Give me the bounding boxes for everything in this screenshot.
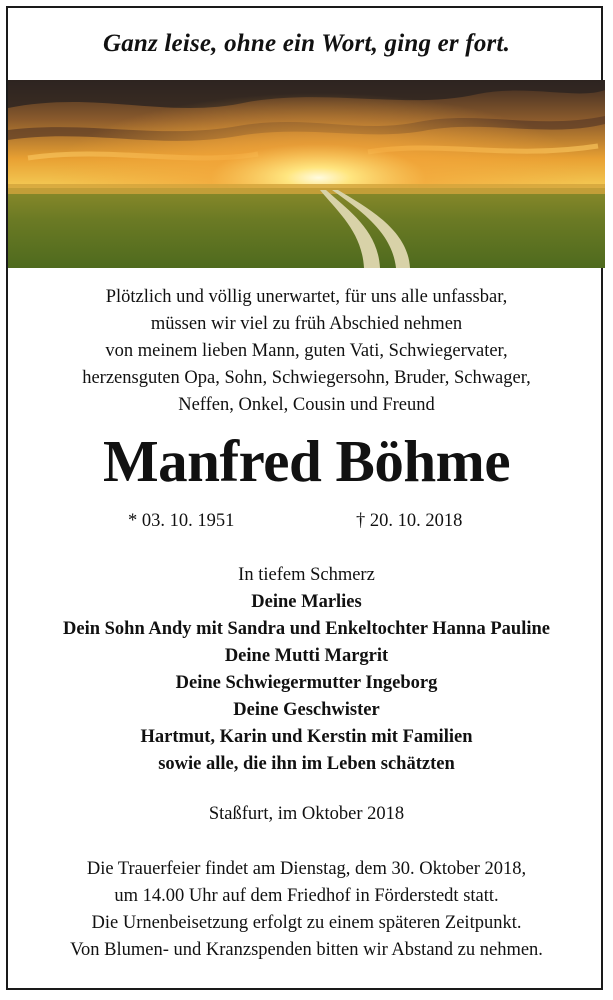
intro-line: von meinem lieben Mann, guten Vati, Schwiegervater, <box>105 341 508 361</box>
mourner-line: Deine Marlies <box>251 592 362 612</box>
mourner-line: Deine Geschwister <box>233 700 380 720</box>
mourner-line: Dein Sohn Andy mit Sandra und Enkeltochter Hanna Pauline <box>63 619 550 639</box>
sunset-field-path-icon <box>8 80 605 268</box>
intro-line: Neffen, Onkel, Cousin und Freund <box>178 395 435 415</box>
mourners-list <box>0 562 613 778</box>
intro-text <box>0 284 613 419</box>
details-line: Die Urnenbeisetzung erfolgt zu einem späteren Zeitpunkt. <box>91 913 522 933</box>
details-line: Die Trauerfeier findet am Dienstag, dem 30. Oktober 2018, <box>86 859 527 879</box>
intro-line: herzensguten Opa, Sohn, Schwiegersohn, Bruder, Schwager, <box>82 368 531 388</box>
deceased-name: Manfred Böhme <box>102 428 511 494</box>
motto-heading: Ganz leise, ohne ein Wort, ging er fort. <box>102 30 511 57</box>
mourner-line: Deine Mutti Margrit <box>224 646 389 666</box>
details-line: Von Blumen- und Kranzspenden bitten wir Abstand zu nehmen. <box>70 940 543 960</box>
mourner-line: Hartmut, Karin und Kerstin mit Familien <box>140 727 473 747</box>
intro-line: Plötzlich und völlig unerwartet, für uns alle unfassbar, <box>105 287 508 307</box>
funeral-details <box>0 856 613 964</box>
mourner-line: Deine Schwiegermutter Ingeborg <box>175 673 438 693</box>
death-date: † 20. 10. 2018 <box>356 511 463 531</box>
grief-line: In tiefem Schmerz <box>238 565 375 585</box>
details-line: um 14.00 Uhr auf dem Friedhof in Förderstedt statt. <box>114 886 499 906</box>
birth-date: * 03. 10. 1951 <box>128 511 235 531</box>
place-date: Staßfurt, im Oktober 2018 <box>208 804 405 824</box>
intro-line: müssen wir viel zu früh Abschied nehmen <box>150 314 463 334</box>
mourner-line: sowie alle, die ihn im Leben schätzten <box>158 754 455 774</box>
